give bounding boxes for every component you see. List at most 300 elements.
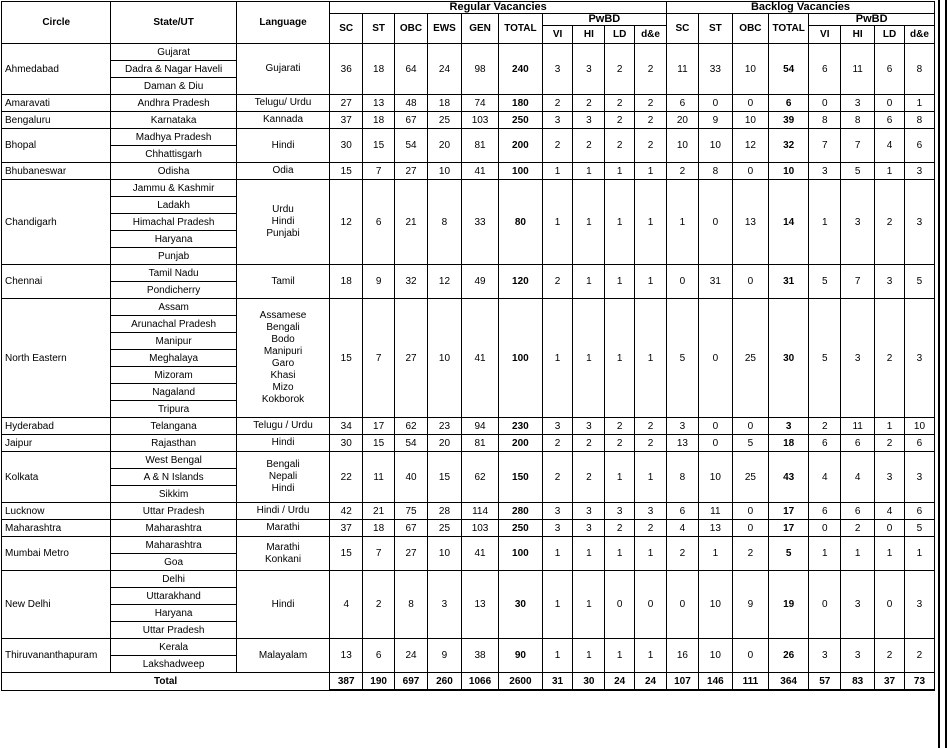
value-b-sc: 8 — [667, 452, 699, 503]
value-st: 6 — [363, 180, 395, 265]
value-sc: 37 — [330, 520, 363, 537]
language-cell — [236, 537, 329, 571]
state-cell: Sikkim — [111, 486, 236, 503]
value-de: 0 — [635, 571, 667, 639]
value-de: 2 — [635, 129, 667, 163]
table-row — [2, 503, 935, 520]
circle-cell: Chandigarh — [2, 180, 111, 265]
value-b-vi: 0 — [809, 520, 841, 537]
value-b-total: 17 — [768, 520, 808, 537]
value-ld: 2 — [605, 435, 635, 452]
value-b-total: 30 — [768, 299, 808, 418]
value-b-sc: 2 — [667, 537, 699, 571]
value-b-total: 26 — [768, 639, 808, 673]
value-vi: 2 — [542, 452, 573, 503]
regular-vi-header: VI — [542, 26, 573, 44]
value-total: 30 — [499, 571, 543, 639]
value-st: 9 — [363, 265, 395, 299]
backlog-obc-header: OBC — [732, 14, 768, 44]
backlog-ld-header: LD — [875, 26, 905, 44]
value-total: 100 — [499, 299, 543, 418]
value-vi: 2 — [542, 435, 573, 452]
language-cell — [236, 95, 329, 112]
value-de: 1 — [635, 180, 667, 265]
language-item: Odia — [272, 165, 294, 176]
backlog-total-header: TOTAL — [768, 14, 808, 44]
state-cell: Maharashtra — [111, 537, 236, 554]
language-item: Marathi — [266, 541, 300, 553]
value-b-sc: 5 — [667, 299, 699, 418]
state-cell: Pondicherry — [111, 282, 236, 299]
state-cell: Odisha — [111, 163, 236, 180]
value-b-de: 2 — [904, 639, 934, 673]
value-obc: 48 — [395, 95, 428, 112]
language-item: Assamese — [259, 310, 307, 321]
backlog-pwbd-header: PwBD — [809, 14, 935, 26]
value-ews: 24 — [427, 44, 461, 95]
total-gen: 1066 — [461, 673, 498, 691]
language-item: Malayalam — [258, 649, 308, 661]
value-vi: 3 — [542, 44, 573, 95]
value-gen: 114 — [461, 503, 498, 520]
table-row — [2, 452, 935, 469]
value-b-obc: 13 — [732, 180, 768, 265]
state-cell: Maharashtra — [111, 520, 236, 537]
value-b-de: 3 — [904, 452, 934, 503]
value-b-de: 10 — [904, 418, 934, 435]
value-b-hi: 7 — [841, 129, 875, 163]
language-cell — [236, 112, 329, 129]
state-cell: Tamil Nadu — [111, 265, 236, 282]
value-total: 180 — [499, 95, 543, 112]
regular-gen-header: GEN — [461, 14, 498, 44]
value-b-obc: 0 — [732, 503, 768, 520]
value-vi: 1 — [542, 639, 573, 673]
value-st: 21 — [363, 503, 395, 520]
value-ews: 10 — [427, 299, 461, 418]
value-ld: 3 — [605, 503, 635, 520]
value-total: 80 — [499, 180, 543, 265]
circle-cell: New Delhi — [2, 571, 111, 639]
value-vi: 3 — [542, 520, 573, 537]
value-b-de: 5 — [904, 265, 934, 299]
value-b-de: 8 — [904, 112, 934, 129]
value-hi: 3 — [573, 418, 605, 435]
value-b-st: 10 — [698, 639, 732, 673]
value-vi: 2 — [542, 95, 573, 112]
table-row — [2, 537, 935, 554]
regular-ews-header: EWS — [427, 14, 461, 44]
state-cell: Himachal Pradesh — [111, 214, 236, 231]
value-b-vi: 4 — [809, 452, 841, 503]
value-obc: 67 — [395, 112, 428, 129]
value-b-total: 32 — [768, 129, 808, 163]
circle-cell: Bhopal — [2, 129, 111, 163]
state-cell: Karnataka — [111, 112, 236, 129]
backlog-vi-header: VI — [809, 26, 841, 44]
value-total: 200 — [499, 129, 543, 163]
circle-cell: Amaravati — [2, 95, 111, 112]
circle-header: Circle — [2, 2, 111, 44]
value-ld: 1 — [605, 639, 635, 673]
circle-cell: Thiruvananthapuram — [2, 639, 111, 673]
state-cell: Haryana — [111, 605, 236, 622]
value-b-st: 10 — [698, 129, 732, 163]
value-vi: 3 — [542, 418, 573, 435]
value-b-ld: 1 — [875, 418, 905, 435]
value-gen: 103 — [461, 112, 498, 129]
value-b-vi: 1 — [809, 180, 841, 265]
value-b-ld: 2 — [875, 435, 905, 452]
value-vi: 1 — [542, 571, 573, 639]
value-ews: 20 — [427, 129, 461, 163]
value-ews: 9 — [427, 639, 461, 673]
state-cell: Ladakh — [111, 197, 236, 214]
value-st: 17 — [363, 418, 395, 435]
total-backlog-st: 146 — [698, 673, 732, 691]
vacancy-table-container — [1, 1, 935, 691]
language-item: Urdu — [272, 204, 294, 215]
circle-cell: Chennai — [2, 265, 111, 299]
value-ews: 28 — [427, 503, 461, 520]
value-b-de: 5 — [904, 520, 934, 537]
value-b-total: 10 — [768, 163, 808, 180]
circle-cell: North Eastern — [2, 299, 111, 418]
value-sc: 15 — [330, 163, 363, 180]
language-cell — [236, 265, 329, 299]
value-total: 200 — [499, 435, 543, 452]
value-b-total: 19 — [768, 571, 808, 639]
value-ld: 1 — [605, 265, 635, 299]
value-b-sc: 2 — [667, 163, 699, 180]
value-obc: 27 — [395, 537, 428, 571]
language-item: Hindi — [271, 139, 295, 151]
value-b-obc: 0 — [732, 95, 768, 112]
value-b-st: 13 — [698, 520, 732, 537]
value-b-de: 8 — [904, 44, 934, 95]
value-obc: 21 — [395, 180, 428, 265]
value-b-vi: 6 — [809, 503, 841, 520]
value-obc: 75 — [395, 503, 428, 520]
value-b-st: 0 — [698, 180, 732, 265]
state-cell: Manipur — [111, 333, 236, 350]
table-row — [2, 112, 935, 129]
value-b-hi: 5 — [841, 163, 875, 180]
value-sc: 12 — [330, 180, 363, 265]
value-obc: 8 — [395, 571, 428, 639]
value-de: 1 — [635, 452, 667, 503]
value-total: 240 — [499, 44, 543, 95]
value-b-st: 8 — [698, 163, 732, 180]
value-b-sc: 6 — [667, 503, 699, 520]
value-b-ld: 2 — [875, 639, 905, 673]
total-backlog-ld: 37 — [875, 673, 905, 691]
value-st: 13 — [363, 95, 395, 112]
value-sc: 36 — [330, 44, 363, 95]
value-b-st: 0 — [698, 95, 732, 112]
state-cell: Dadra & Nagar Haveli — [111, 61, 236, 78]
state-cell: Gujarat — [111, 44, 236, 61]
value-b-hi: 3 — [841, 95, 875, 112]
value-gen: 81 — [461, 129, 498, 163]
value-b-st: 9 — [698, 112, 732, 129]
language-item: Nepali — [268, 471, 298, 482]
value-ld: 1 — [605, 180, 635, 265]
backlog-sc-header: SC — [667, 14, 699, 44]
value-ews: 10 — [427, 163, 461, 180]
value-hi: 1 — [573, 639, 605, 673]
value-b-obc: 10 — [732, 112, 768, 129]
value-b-hi: 3 — [841, 571, 875, 639]
regular-total-header: TOTAL — [499, 14, 543, 44]
value-sc: 42 — [330, 503, 363, 520]
total-backlog-hi: 83 — [841, 673, 875, 691]
language-item: Mizo — [272, 382, 294, 393]
state-cell: Assam — [111, 299, 236, 316]
value-ld: 2 — [605, 418, 635, 435]
value-b-st: 10 — [698, 452, 732, 503]
total-backlog-de: 73 — [904, 673, 934, 691]
state-cell: Mizoram — [111, 367, 236, 384]
language-cell — [236, 299, 329, 418]
value-b-vi: 1 — [809, 537, 841, 571]
value-b-total: 5 — [768, 537, 808, 571]
value-b-ld: 0 — [875, 520, 905, 537]
value-gen: 38 — [461, 639, 498, 673]
backlog-st-header: ST — [698, 14, 732, 44]
value-total: 250 — [499, 112, 543, 129]
value-b-st: 31 — [698, 265, 732, 299]
value-de: 1 — [635, 265, 667, 299]
value-b-ld: 6 — [875, 112, 905, 129]
regular-pwbd-header: PwBD — [542, 14, 666, 26]
value-de: 2 — [635, 95, 667, 112]
total-sc: 387 — [330, 673, 363, 691]
table-row — [2, 95, 935, 112]
total-ld: 24 — [605, 673, 635, 691]
language-item: Telugu / Urdu — [253, 420, 313, 431]
value-vi: 2 — [542, 129, 573, 163]
total-de: 24 — [635, 673, 667, 691]
table-row — [2, 265, 935, 282]
value-b-ld: 4 — [875, 503, 905, 520]
value-b-ld: 1 — [875, 163, 905, 180]
state-cell: Daman & Diu — [111, 78, 236, 95]
state-cell: Tripura — [111, 401, 236, 418]
value-hi: 1 — [573, 537, 605, 571]
value-b-vi: 3 — [809, 163, 841, 180]
value-gen: 13 — [461, 571, 498, 639]
language-cell — [236, 639, 329, 673]
value-sc: 22 — [330, 452, 363, 503]
language-item: Tamil — [271, 275, 295, 287]
state-cell: Kerala — [111, 639, 236, 656]
value-ld: 2 — [605, 44, 635, 95]
value-hi: 1 — [573, 299, 605, 418]
value-total: 120 — [499, 265, 543, 299]
total-vi: 31 — [542, 673, 573, 691]
state-cell: Rajasthan — [111, 435, 236, 452]
value-b-st: 1 — [698, 537, 732, 571]
value-hi: 3 — [573, 503, 605, 520]
state-cell: Goa — [111, 554, 236, 571]
state-cell: Jammu & Kashmir — [111, 180, 236, 197]
state-cell: Madhya Pradesh — [111, 129, 236, 146]
value-b-st: 0 — [698, 299, 732, 418]
page-edge-line — [938, 0, 940, 748]
value-b-sc: 4 — [667, 520, 699, 537]
value-hi: 2 — [573, 95, 605, 112]
value-b-ld: 4 — [875, 129, 905, 163]
value-obc: 64 — [395, 44, 428, 95]
value-b-hi: 2 — [841, 520, 875, 537]
value-hi: 2 — [573, 435, 605, 452]
language-item: Konkani — [264, 553, 302, 565]
value-vi: 1 — [542, 180, 573, 265]
value-b-obc: 10 — [732, 44, 768, 95]
table-header — [2, 2, 935, 44]
value-st: 6 — [363, 639, 395, 673]
value-b-obc: 0 — [732, 639, 768, 673]
circle-cell: Maharashtra — [2, 520, 111, 537]
vacancy-table — [1, 1, 935, 691]
value-b-obc: 5 — [732, 435, 768, 452]
value-gen: 94 — [461, 418, 498, 435]
language-cell — [236, 44, 329, 95]
regular-hi-header: HI — [573, 26, 605, 44]
value-ews: 25 — [427, 520, 461, 537]
value-st: 15 — [363, 129, 395, 163]
value-sc: 15 — [330, 299, 363, 418]
regular-st-header: ST — [363, 14, 395, 44]
value-gen: 81 — [461, 435, 498, 452]
value-ld: 2 — [605, 520, 635, 537]
value-b-sc: 3 — [667, 418, 699, 435]
language-cell — [236, 180, 329, 265]
value-b-vi: 0 — [809, 571, 841, 639]
value-b-st: 0 — [698, 435, 732, 452]
value-ews: 10 — [427, 537, 461, 571]
value-b-st: 33 — [698, 44, 732, 95]
language-item: Punjabi — [266, 228, 300, 239]
value-vi: 2 — [542, 265, 573, 299]
value-st: 7 — [363, 537, 395, 571]
value-gen: 41 — [461, 537, 498, 571]
table-row — [2, 44, 935, 61]
total-st: 190 — [363, 673, 395, 691]
value-ld: 2 — [605, 129, 635, 163]
value-ld: 1 — [605, 163, 635, 180]
value-ld: 0 — [605, 571, 635, 639]
value-b-total: 39 — [768, 112, 808, 129]
state-cell: Lakshadweep — [111, 656, 236, 673]
value-ews: 8 — [427, 180, 461, 265]
value-obc: 54 — [395, 129, 428, 163]
value-sc: 30 — [330, 435, 363, 452]
value-sc: 13 — [330, 639, 363, 673]
value-b-vi: 0 — [809, 95, 841, 112]
value-b-de: 3 — [904, 299, 934, 418]
total-hi: 30 — [573, 673, 605, 691]
backlog-hi-header: HI — [841, 26, 875, 44]
value-gen: 62 — [461, 452, 498, 503]
circle-cell: Bhubaneswar — [2, 163, 111, 180]
regular-obc-header: OBC — [395, 14, 428, 44]
value-vi: 1 — [542, 299, 573, 418]
table-row — [2, 418, 935, 435]
circle-cell: Kolkata — [2, 452, 111, 503]
value-b-total: 17 — [768, 503, 808, 520]
value-gen: 74 — [461, 95, 498, 112]
value-total: 230 — [499, 418, 543, 435]
value-de: 1 — [635, 537, 667, 571]
value-b-total: 6 — [768, 95, 808, 112]
state-cell: Andhra Pradesh — [111, 95, 236, 112]
value-b-ld: 0 — [875, 571, 905, 639]
value-b-total: 31 — [768, 265, 808, 299]
language-cell — [236, 163, 329, 180]
value-b-vi: 5 — [809, 299, 841, 418]
value-sc: 27 — [330, 95, 363, 112]
total-row — [2, 673, 935, 691]
value-obc: 27 — [395, 299, 428, 418]
value-b-st: 0 — [698, 418, 732, 435]
value-de: 1 — [635, 639, 667, 673]
total-total: 2600 — [499, 673, 543, 691]
total-obc: 697 — [395, 673, 428, 691]
value-st: 11 — [363, 452, 395, 503]
value-gen: 41 — [461, 299, 498, 418]
table-row — [2, 180, 935, 197]
value-b-ld: 3 — [875, 452, 905, 503]
language-item: Bengali — [266, 459, 300, 470]
value-b-obc: 0 — [732, 265, 768, 299]
regular-ld-header: LD — [605, 26, 635, 44]
language-cell — [236, 520, 329, 537]
language-item: Hindi — [271, 483, 295, 494]
value-b-total: 14 — [768, 180, 808, 265]
value-b-total: 43 — [768, 452, 808, 503]
value-b-sc: 20 — [667, 112, 699, 129]
regular-de-header: d&e — [635, 26, 667, 44]
value-gen: 41 — [461, 163, 498, 180]
total-label: Total — [2, 673, 330, 691]
language-item: Hindi — [271, 216, 295, 227]
value-b-vi: 7 — [809, 129, 841, 163]
language-cell — [236, 571, 329, 639]
value-b-sc: 13 — [667, 435, 699, 452]
value-b-sc: 6 — [667, 95, 699, 112]
value-b-vi: 6 — [809, 435, 841, 452]
value-hi: 1 — [573, 180, 605, 265]
value-b-sc: 0 — [667, 265, 699, 299]
backlog-de-header: d&e — [904, 26, 934, 44]
value-b-de: 6 — [904, 435, 934, 452]
value-hi: 2 — [573, 452, 605, 503]
value-b-hi: 11 — [841, 418, 875, 435]
value-b-hi: 11 — [841, 44, 875, 95]
state-header: State/UT — [111, 2, 236, 44]
value-b-total: 3 — [768, 418, 808, 435]
table-row — [2, 639, 935, 656]
value-b-st: 10 — [698, 571, 732, 639]
value-b-hi: 8 — [841, 112, 875, 129]
value-b-ld: 6 — [875, 44, 905, 95]
language-header: Language — [236, 2, 329, 44]
value-de: 2 — [635, 112, 667, 129]
total-ews: 260 — [427, 673, 461, 691]
value-ld: 1 — [605, 452, 635, 503]
